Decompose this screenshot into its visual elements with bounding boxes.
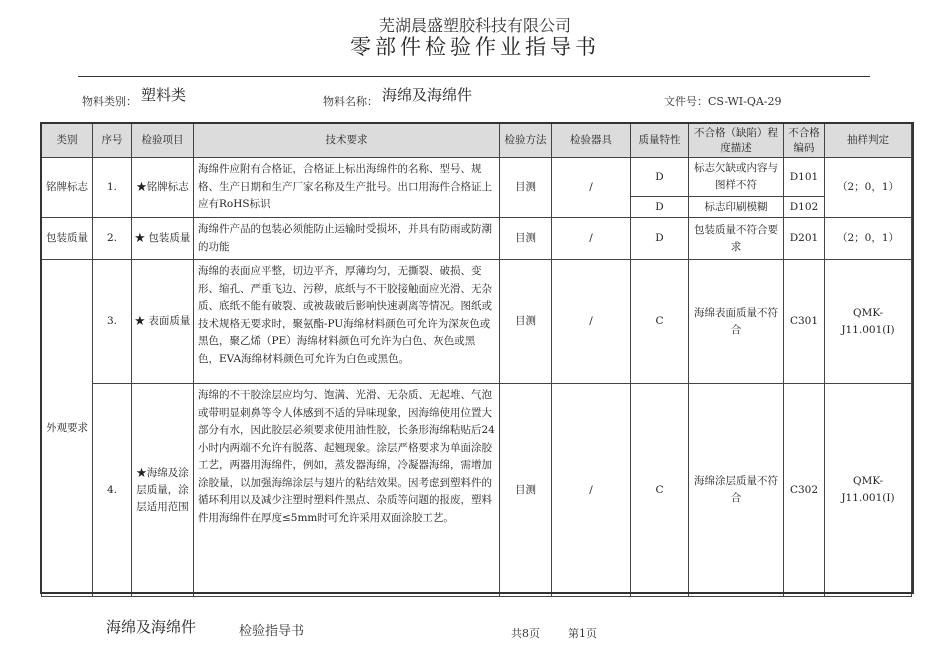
row4-defect: 海绵涂层质量不符合 — [689, 384, 784, 597]
row1-method: 目测 — [500, 158, 552, 218]
row3-quality: C — [631, 260, 689, 384]
row1-tool: / — [552, 158, 631, 218]
row2-category: 包装质量 — [42, 218, 93, 260]
row1-category: 铭牌标志 — [42, 158, 93, 218]
header-quality: 质量特性 — [631, 124, 689, 158]
row1-item: ★铭牌标志 — [132, 158, 194, 218]
material-category-label: 物料类别： — [82, 95, 137, 108]
row4-quality: C — [631, 384, 689, 597]
header-method: 检验方法 — [500, 124, 552, 158]
row1a-defect: 标志欠缺或内容与图样不符 — [689, 158, 784, 197]
row2-no: 2. — [93, 218, 132, 260]
row1-requirement: 海绵件应附有合格证，合格证上标出海绵件的名称、型号、规格、生产日期和生产厂家名称及生产批号。出口用海件合格证上应有RoHS标识 — [194, 158, 500, 218]
row2-defect: 包装质量不符合要求 — [689, 218, 784, 260]
row1b-code: D102 — [784, 197, 825, 218]
header-sampling: 抽样判定 — [825, 124, 912, 158]
row4-method: 目测 — [500, 384, 552, 597]
row3-method: 目测 — [500, 260, 552, 384]
row3-category: 外观要求 — [42, 260, 93, 597]
row2-item: ★ 包装质量 — [132, 218, 194, 260]
material-name-label: 物料名称： — [323, 95, 378, 108]
row2-code: D201 — [784, 218, 825, 260]
inspection-table — [41, 123, 912, 597]
material-category-value: 塑料类 — [141, 86, 187, 104]
row4-requirement: 海绵的不干胶涂层应均匀、饱满、光滑、无杂质、无起堆、气泡或带明显刺鼻等令人体感到不适的异味现象，因海绵使用位置大部分有水，因此胶层必须要求使用油性胶，长条形海绵粘贴后24小时内两端不允许有脱落、起翘现象。涂层严格要求为单面涂胶工艺，两器用海绵件，例如，蒸发器海绵，冷凝器海绵，需增加涂胶量，以加强海绵涂层与翅片的粘结效果。因考虑到塑料件的循环利用以及减少注塑时塑料件黑点、杂质等问题的报废，塑料件用海绵件在厚度≤5mm时可允许采用双面涂胶工艺。 — [194, 384, 500, 597]
header-category: 类别 — [42, 124, 93, 158]
header-no: 序号 — [93, 124, 132, 158]
table-header-row — [42, 124, 912, 158]
header-defect: 不合格（缺陷）程度描述 — [689, 124, 784, 158]
row3-no: 3. — [93, 260, 132, 384]
row2-sampling: （2；0，1） — [825, 218, 912, 260]
header-requirement: 技术要求 — [194, 124, 500, 158]
header-divider — [78, 76, 870, 77]
table-row — [42, 384, 912, 597]
header-code: 不合格编码 — [784, 124, 825, 158]
row2-tool: / — [552, 218, 631, 260]
document-number: 文件号：CS-WI-QA-29 — [664, 95, 782, 108]
footer-page-number: 第1页 — [568, 627, 597, 640]
row1a-code: D101 — [784, 158, 825, 197]
row3-sampling: QMK-J11.001(Ⅰ) — [825, 260, 912, 384]
row3-code: C301 — [784, 260, 825, 384]
row4-no: 4. — [93, 384, 132, 597]
header-item: 检验项目 — [132, 124, 194, 158]
row3-item: ★ 表面质量 — [132, 260, 194, 384]
row1b-defect: 标志印刷模糊 — [689, 197, 784, 218]
footer-total-pages: 共8页 — [511, 627, 540, 640]
row3-requirement: 海绵的表面应平整，切边平齐，厚薄均匀，无撕裂、破损、变形、缩孔、严重飞边、污秽，底纸与不干胶接触面应光滑、无杂质、底纸不能有破裂、或被裁破后影响快速剥离等情况。图纸或技术规格无要求时，聚氨酯-PU海绵材料颜色可允许为深灰色或黑色，聚乙烯（PE）海绵材料颜色可允许为白色、灰色或黑色，EVA海绵材料颜色可允许为白色或黑色。 — [194, 260, 500, 384]
row4-item: ★海绵及涂层质量，涂层适用范围 — [132, 384, 194, 597]
row2-method: 目测 — [500, 218, 552, 260]
table-row — [42, 158, 912, 197]
row3-tool: / — [552, 260, 631, 384]
footer-product-name: 海绵及海绵件 — [106, 618, 197, 636]
table-row — [42, 218, 912, 260]
row4-tool: / — [552, 384, 631, 597]
table-row — [42, 260, 912, 384]
row2-requirement: 海绵件产品的包装必须能防止运输时受损坏，并具有防雨或防潮的功能 — [194, 218, 500, 260]
material-name-value: 海绵及海绵件 — [382, 86, 473, 104]
footer-document-type: 检验指导书 — [239, 624, 305, 639]
row1a-quality: D — [631, 158, 689, 197]
row1b-quality: D — [631, 197, 689, 218]
header-tool: 检验器具 — [552, 124, 631, 158]
row1-sampling: （2；0，1） — [825, 158, 912, 218]
row4-sampling: QMK-J11.001(Ⅰ) — [825, 384, 912, 597]
row2-quality: D — [631, 218, 689, 260]
document-title: 零部件检验作业指导书 — [350, 35, 600, 59]
row4-code: C302 — [784, 384, 825, 597]
row3-defect: 海绵表面质量不符合 — [689, 260, 784, 384]
company-name: 芜湖晨盛塑胶科技有限公司 — [378, 16, 571, 35]
row1-no: 1. — [93, 158, 132, 218]
